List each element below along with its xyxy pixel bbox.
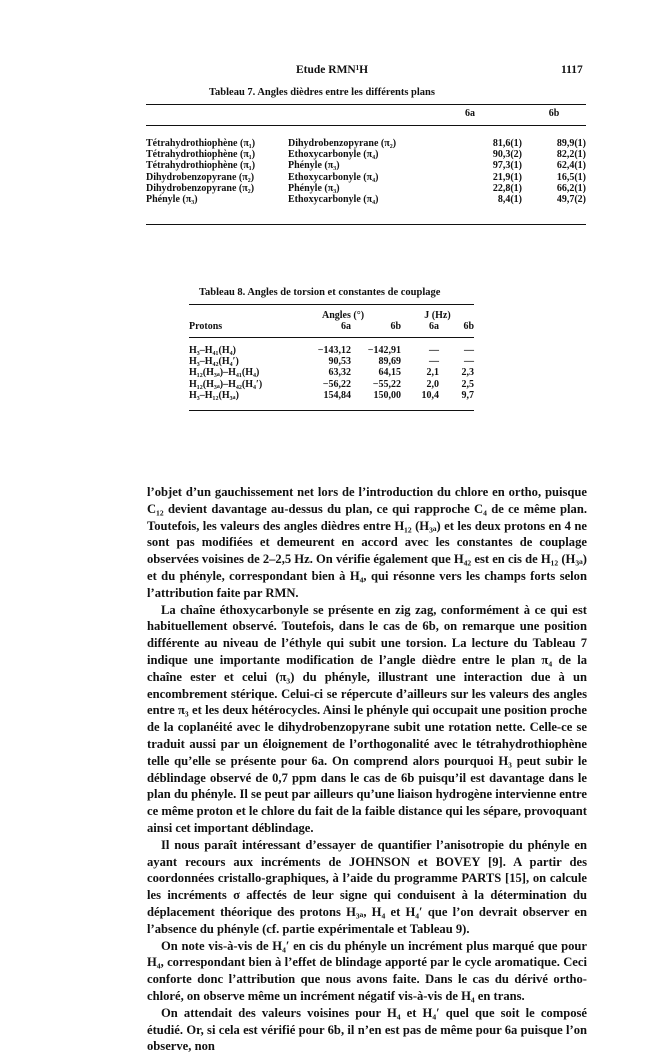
table8-cell-j-6a: — [429,356,439,368]
table7-row [146,138,586,149]
table7-mid-rule [146,125,586,126]
table7-cell-6b: 82,2(1) [556,149,586,161]
table7-row [146,160,586,171]
table7-cell-plane1: Tétrahydrothiophène (π₁) [146,149,256,161]
table8-cell-j-6b: — [464,345,474,356]
table8-sub-angle-6b: 6b [390,321,401,333]
body-text [147,484,587,1055]
table8-cell-angle-6b: 89,69 [378,356,401,368]
table8-cell-j-6a: — [429,345,439,356]
table7-row [146,172,586,183]
running-title: Etude RMN¹H [296,64,369,76]
table8-sub-j-6b: 6b [463,321,474,333]
table8-cell-angle-6a: −143,12 [317,345,351,356]
table8-cell-j-6b: 9,7 [461,389,474,401]
table7-cell-6b: 49,7(2) [556,194,586,206]
table7-cell-6a: 8,4(1) [497,194,522,206]
table8-cell-protons: H₁₂(H₃ₐ)–H₄₁(H₄) [189,367,260,379]
table8-cell-angle-6a: 90,53 [328,356,351,368]
table8-body [189,345,474,401]
table8-cell-protons: H₃–H₄₁(H₄) [189,345,236,356]
table8-cell-angle-6a: −56,22 [322,378,351,390]
table8-row [189,390,474,401]
table8-cell-j-6a: 2,1 [426,367,439,379]
table8-top-rule [189,304,474,305]
table8-cell-protons: H₃–H₄₂(H₄′) [189,356,239,368]
paragraph-5: On attendait des valeurs voisines pour H₄ et H₄′ quel que soit le composé étudié. Or, si cela est vérifié pour 6b, il n’en est pas de même pour 6a puisque l’on observe, non [147,1005,587,1054]
table8-cell-angle-6b: 64,15 [378,367,401,379]
table7-col-6b: 6b [548,108,560,119]
table7-cell-plane1: Phényle (π₃) [146,194,198,206]
table7-bottom-rule [146,224,586,225]
table8-header [189,310,474,332]
table7-cell-plane1: Dihydrobenzopyrane (π₂) [146,182,255,194]
table7-row [146,183,586,194]
table7-caption: Tableau 7. Angles dièdres entre les différents plans [209,87,435,98]
table7-cell-plane1: Tétrahydrothiophène (π₁) [146,160,256,172]
table8-cell-protons: H₃–H₁₂(H₃ₐ) [189,389,239,401]
table8-caption: Tableau 8. Angles de torsion et constantes de couplage [199,287,441,298]
table7-cell-plane2: Phényle (π₃) [288,160,340,172]
table7-cell-plane2: Dihydrobenzopyrane (π₂) [288,138,397,149]
table8-row [189,356,474,367]
table8-cell-j-6a: 10,4 [421,389,439,401]
table7-row [146,194,586,205]
table7-cell-6b: 62,4(1) [556,160,586,172]
table7-body [146,138,586,205]
table8-cell-j-6b: — [464,356,474,368]
table8-row [189,345,474,356]
table8-cell-angle-6b: −55,22 [372,378,401,390]
table7-cell-plane2: Ethoxycarbonyle (π₄) [288,149,379,161]
paragraph-2: La chaîne éthoxycarbonyle se présente en zig zag, conformément à ce qui est habituellement observé. Toutefois, dans le cas de 6b, on remarque une position différente au niveau de l’éthyle qui subit une torsion. La lecture du Tableau 7 indique une importante modification de l’angle dièdre entre le plan π₄ de la chaîne ester et celui (π₃) du phényle, illustrant une interaction due à un encombrement stérique. Celui-ci se répercute d’ailleurs sur les valeurs des angles entre π₃ et les deux hétérocycles. Ainsi le phényle qui occupait une position proche de la coplanéité avec le dihydrobenzopyrane subit une rotation nette. Celle-ce se traduit aussi par un éloignement de l’orthogonalité avec le tétrahydrothiophène telle qu’elle se présente pour 6a. On comprend alors pourquoi H₃ peut subir le déblindage observé de 0,7 ppm dans le cas de 6b puisqu’il est davantage dans le plan du phényle. Il se peut par ailleurs qu’une liaison hydrogène intervienne entre ce même proton et le chlore du fait de la faible distance qui les sépare, provoquant ainsi cet important déblindage. [147,602,587,835]
table8-sub-angle-6a: 6a [341,321,351,333]
table8-row [189,367,474,378]
table7-cell-6a: 81,6(1) [492,138,522,149]
table7-cell-6b: 66,2(1) [556,182,586,194]
table7-cell-6a: 90,3(2) [492,149,522,161]
table7-col-6a: 6a [465,108,475,119]
table8-bottom-rule [189,410,474,411]
paragraph-1: l’objet d’un gauchissement net lors de l’introduction du chlore en ortho, puisque C₁₂ devient davantage au-dessus du plan, ce qui rapproche C₄ de ce même plan. Toutefois, les valeurs des angles dièdres entre H₁₂ (H₃ₐ) et les deux protons en 4 ne sont pas modifiées et demeurent en accord avec les constantes de couplage observées voisines de 2–2,5 Hz. On vérifie également que H₄₂ est en cis de H₁₂ (H₃ₐ) et du phényle, correspondant bien à H₄, qui résonne vers les champs forts selon l’attribution faite par RMN. [147,485,587,600]
table8-cell-angle-6a: 154,84 [323,389,351,401]
table8-cell-angle-6b: 150,00 [373,389,401,401]
paragraph-3: Il nous paraît intéressant d’essayer de quantifier l’anisotropie du phényle en ayant recours aux incréments de JOHNSON et BOVEY [9]. A partir des coordonnées cristallo-graphiques, à l’aide du programme PARTS [15], on calcule les incréments σ affectés de leur signe qui conduisent à la détermination du déplacement théorique des protons H₃ₐ, H₄ et H₄′ que l’on devrait observer en l’absence du phényle (cf. partie expérimentale et Tableau 9). [147,837,587,936]
table7-cell-6a: 22,8(1) [492,182,522,194]
table8-cell-angle-6b: −142,91 [367,345,401,356]
table8-sub-j-6a: 6a [429,321,439,333]
table8-row [189,379,474,390]
page-number: 1117 [561,64,583,76]
table8-col-protons: Protons [189,321,223,333]
table7-cell-6b: 89,9(1) [556,138,586,149]
table7-row [146,149,586,160]
table8-mid-rule [189,337,474,338]
table8-group-angles: Angles (°) [321,310,365,321]
table7-cell-plane1: Tétrahydrothiophène (π₁) [146,138,256,149]
paragraph-4: On note vis-à-vis de H₄′ en cis du phényle un incrément plus marqué que pour H₄, correspondant bien à l’effet de blindage apporté par le cycle aromatique. Ceci conforte donc l’attribution que nous avons faite. Dans le cas du dérivé ortho-chloré, on observe même un incrément négatif vis-à-vis de H₄ en trans. [147,938,587,1003]
table7-cell-6a: 21,9(1) [492,171,522,183]
table7-cell-6a: 97,3(1) [492,160,522,172]
table7-cell-6b: 16,5(1) [556,171,586,183]
table8-cell-protons: H₁₂(H₃ₐ)–H₄₂(H₄′) [189,378,263,390]
table7-cell-plane1: Dihydrobenzopyrane (π₂) [146,171,255,183]
table8-cell-angle-6a: 63,32 [328,367,351,379]
table7-cell-plane2: Ethoxycarbonyle (π₄) [288,171,379,183]
table8-cell-j-6b: 2,3 [461,367,474,379]
table7-cell-plane2: Phényle (π₃) [288,182,340,194]
table8-cell-j-6b: 2,5 [461,378,474,390]
table7-header [146,108,586,119]
table8-cell-j-6a: 2,0 [426,378,439,390]
table8-group-j: J (Hz) [424,310,451,321]
table7-cell-plane2: Ethoxycarbonyle (π₄) [288,194,379,206]
table7-top-rule [146,104,586,105]
